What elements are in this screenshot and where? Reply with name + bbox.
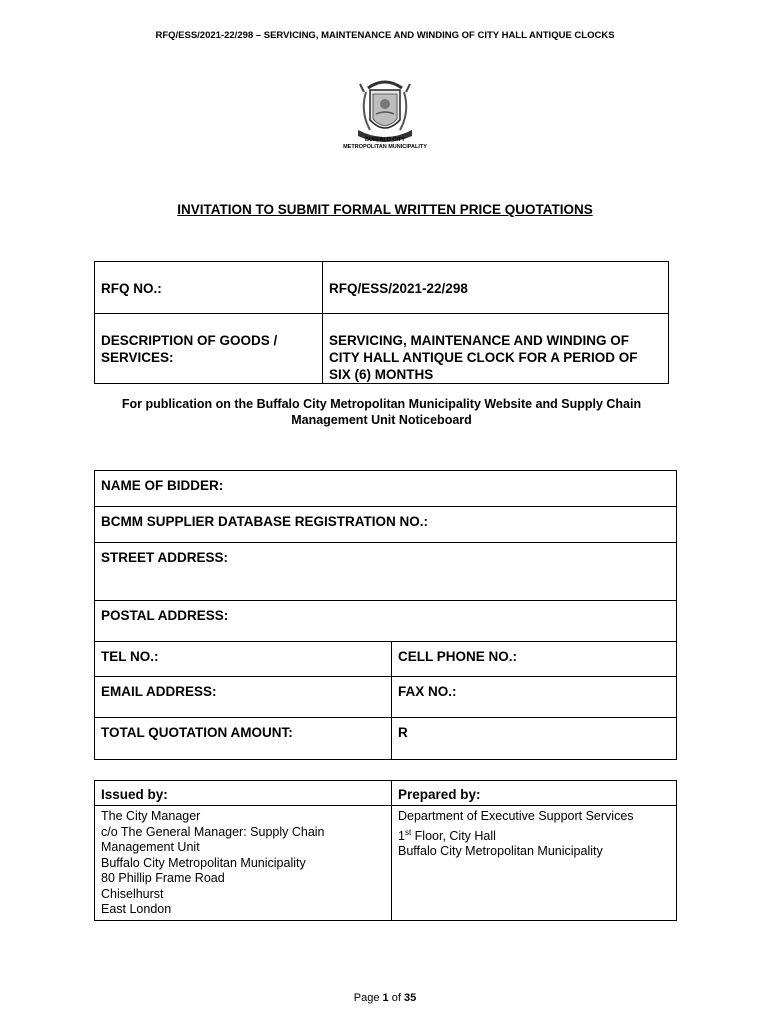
bidder-row [95,543,677,601]
bidder-row [95,471,677,507]
bidder-row [95,677,677,718]
issued-prepared-body-row [95,806,677,921]
bidder-details-table [94,470,677,760]
running-header: RFQ/ESS/2021-22/298 – SERVICING, MAINTENANCE AND WINDING OF CITY HALL ANTIQUE CLOCKS [155,30,615,41]
document-title: INVITATION TO SUBMIT FORMAL WRITTEN PRICE QUOTATIONS [177,202,593,217]
floor-ordinal: st [404,827,412,837]
logo-caption-line2: METROPOLITAN MUNICIPALITY [343,144,427,150]
street-address-field: STREET ADDRESS: [95,543,677,601]
rfq-description-row [95,314,669,384]
floor-number: 1 [398,828,405,843]
rfq-description-value: SERVICING, MAINTENANCE AND WINDING OF CITY HALL ANTIQUE CLOCK FOR A PERIOD OF SIX (6) MONTHS [323,314,669,384]
prepared-floor-line [398,825,670,845]
rfq-description-label: DESCRIPTION OF GOODS / SERVICES: [95,314,323,384]
of-word: of [391,992,401,1004]
page-footer [0,992,770,1004]
issued-by-address [95,806,392,921]
issued-by-label: Issued by: [95,781,392,806]
fax-number-field: FAX NO.: [392,677,677,718]
issued-line: Buffalo City Metropolitan Municipality [101,855,306,870]
issued-line: c/o The General Manager: Supply Chain [101,824,325,839]
issued-prepared-header-row [95,781,677,806]
registration-number-field: BCMM SUPPLIER DATABASE REGISTRATION NO.: [95,507,677,543]
postal-address-field: POSTAL ADDRESS: [95,601,677,642]
prepared-by-label: Prepared by: [392,781,677,806]
issued-line: Chiselhurst [101,886,164,901]
issued-line: The City Manager [101,809,201,823]
prepared-line: Department of Executive Support Services [398,809,634,823]
rfq-number-label: RFQ NO.: [95,262,323,314]
tel-number-field: TEL NO.: [95,642,392,677]
prepared-line: Buffalo City Metropolitan Municipality [398,844,603,859]
total-pages: 35 [403,992,417,1004]
issued-line: East London [101,902,172,916]
prepared-by-address [392,806,677,921]
logo-caption-line1: BUFFALO CITY [364,137,406,143]
total-quotation-currency: R [392,718,677,760]
email-address-field: EMAIL ADDRESS: [95,677,392,718]
publication-note: For publication on the Buffalo City Metropolitan Municipality Website and Supply Chain Management Unit Noticeboard [121,397,642,427]
bidder-row [95,718,677,760]
issued-line: 80 Phillip Frame Road [101,871,225,885]
floor-rest: Floor, City Hall [411,828,496,843]
page-word: Page [353,992,380,1004]
issued-prepared-table [94,780,677,921]
rfq-number-value: RFQ/ESS/2021-22/298 [323,262,669,314]
bidder-row [95,601,677,642]
bidder-row [95,507,677,543]
logo-caption [330,137,440,151]
total-quotation-field: TOTAL QUOTATION AMOUNT: [95,718,392,760]
page-number: 1 [382,992,389,1004]
rfq-details-table [94,261,669,384]
cell-phone-field: CELL PHONE NO.: [392,642,677,677]
issued-line: Management Unit [101,840,200,854]
bidder-name-field: NAME OF BIDDER: [95,471,677,507]
bidder-row [95,642,677,677]
rfq-number-row [95,262,669,314]
